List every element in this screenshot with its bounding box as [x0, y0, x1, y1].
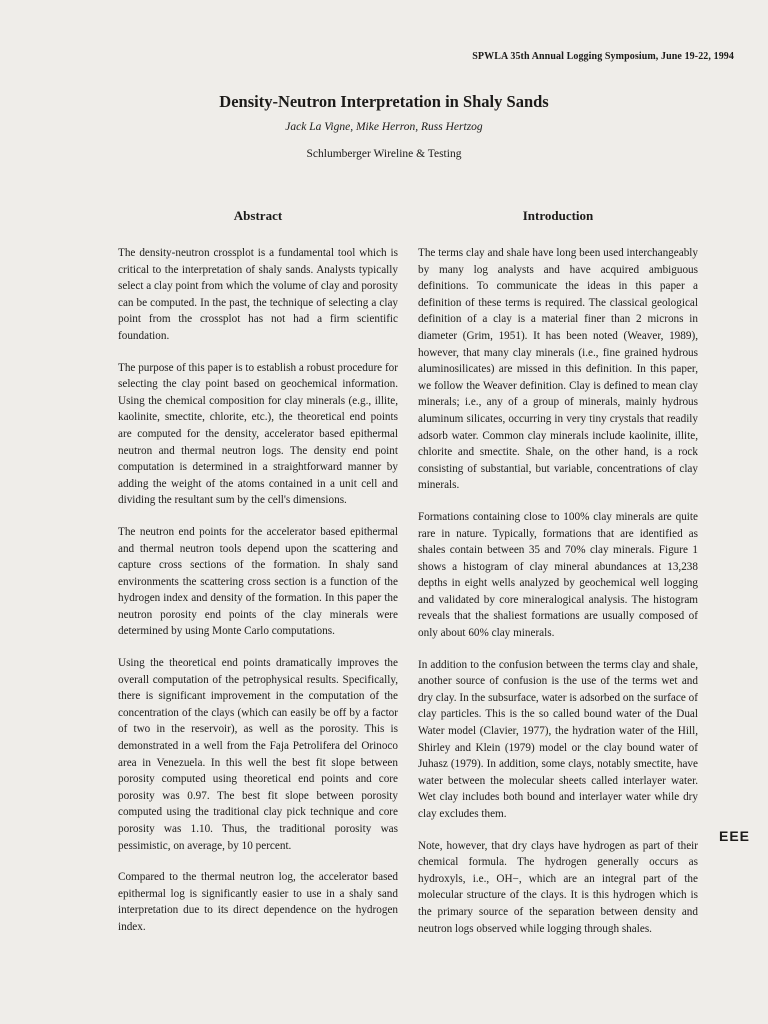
introduction-paragraph: Note, however, that dry clays have hydrogen as part of their chemical formula. The hydrogen generally occurs as hydroxyls, i.e., OH−, which are an integral part of the molecular structure of the clays. It is this hydrogen which is the primary source of the separation between density and neutron logs observed while logging through shales. [418, 839, 698, 935]
author-list: Jack La Vigne, Mike Herron, Russ Hertzog [285, 121, 483, 133]
introduction-column [418, 245, 698, 952]
conference-header: SPWLA 35th Annual Logging Symposium, June 19-22, 1994 [472, 51, 734, 62]
abstract-paragraph: Compared to the thermal neutron log, the accelerator based epithermal log is significantly easier to use in a shaly sand interpretation due to its direct dependence on the hydrogen index. [118, 871, 398, 933]
abstract-paragraph: The purpose of this paper is to establish a robust procedure for selecting the clay point based on geochemical information. Using the chemical composition for clay minerals (e.g., illite, kaolinite, smectite, chlorite, etc.), the theoretical end points are computed for the density, accelerator based epithermal neutron and thermal neutron logs. The density end point computation is determined in a straightforward manner by adding the weight of the atoms contained in a unit cell and dividing the resultant sum by the cell's dimensions. [118, 361, 398, 507]
abstract-heading: Abstract [233, 208, 283, 223]
abstract-column [118, 245, 398, 951]
introduction-paragraph: Formations containing close to 100% clay minerals are quite rare in nature. Typically, formations that are identified as shales contain between 35 and 70% clay minerals. Figure 1 shows a histogram of clay mineral abundances at 13,238 depths in eight wells analyzed by geochemical well logging and validated by core mineralogical analysis. The histogram reveals that the shaliest formations are usually composed of only about 60% clay minerals. [418, 510, 698, 640]
paper-title: Density-Neutron Interpretation in Shaly Sands [219, 92, 549, 111]
margin-mark: EEE [718, 828, 750, 844]
introduction-heading: Introduction [522, 208, 594, 223]
introduction-paragraph: The terms clay and shale have long been used interchangeably by many log analysts and have acquired ambiguous definitions. To communicate the ideas in this paper a definition of these terms is required. The classical geological definition of a clay is a material finer than 2 microns in diameter (Grim, 1951). It has been noted (Weaver, 1989), however, that many clay minerals (i.e., fine grained hydrous aluminosilicates) are missed in this definition. In this paper, we follow the Weaver definition. Clay is defined to mean clay minerals; i.e., any of a group of minerals, mainly hydrous aluminum silicates, occurring in very tiny crystals that readily adsorb water. Common clay minerals include kaolinite, illite, chlorite and smectite. Shale, on the other hand, is a rock consisting of substantial, but variable, concentrations of clay minerals. [418, 247, 698, 492]
affiliation: Schlumberger Wireline & Testing [306, 148, 462, 160]
abstract-paragraph: Using the theoretical end points dramatically improves the overall computation of the petrophysical results. Specifically, there is significant improvement in the computation of the concentration of the clays (which can easily be off by a factor of two in the reservoir), as well as the porosity. This is demonstrated in a well from the Faja Petrolifera del Orinoco area in Venezuela. In this well the best fit slope between porosity computed using theoretical end points and core porosity was 0.97. The best fit slope between porosity computed using the traditional clay pick technique and core porosity was 1.10. Thus, the traditional porosity was pessimistic, on average, by 10 percent. [118, 657, 398, 852]
introduction-paragraph: In addition to the confusion between the terms clay and shale, another source of confusion is the use of the terms wet and dry clay. In the subsurface, water is adsorbed on the surface of clay particles. This is the so called bound water of the Dual Water model (Clavier, 1977), the hydration water of the Hill, Shirley and Klein (1979) model or the clay bound water of Juhasz (1979). In addition, some clays, notably smectite, have water between the molecular sheets called interlayer water. Wet clay includes both bound and interlayer water while dry clay excludes them. [418, 658, 698, 820]
abstract-paragraph: The density-neutron crossplot is a fundamental tool which is critical to the interpretation of shaly sands. Analysts typically select a clay point from which the volume of clay and porosity can be computed. In the past, the technique of selecting a clay point from the crossplot has not had a firm scientific foundation. [118, 247, 398, 342]
abstract-paragraph: The neutron end points for the accelerator based epithermal and thermal neutron tools depend upon the scattering and capture cross sections of the formation. In shaly sand environments the scattering cross section is a function of the hydrogen index and density of the formation. In this paper the neutron porosity end points of the clay minerals were determined by using Monte Carlo computations. [118, 525, 398, 638]
